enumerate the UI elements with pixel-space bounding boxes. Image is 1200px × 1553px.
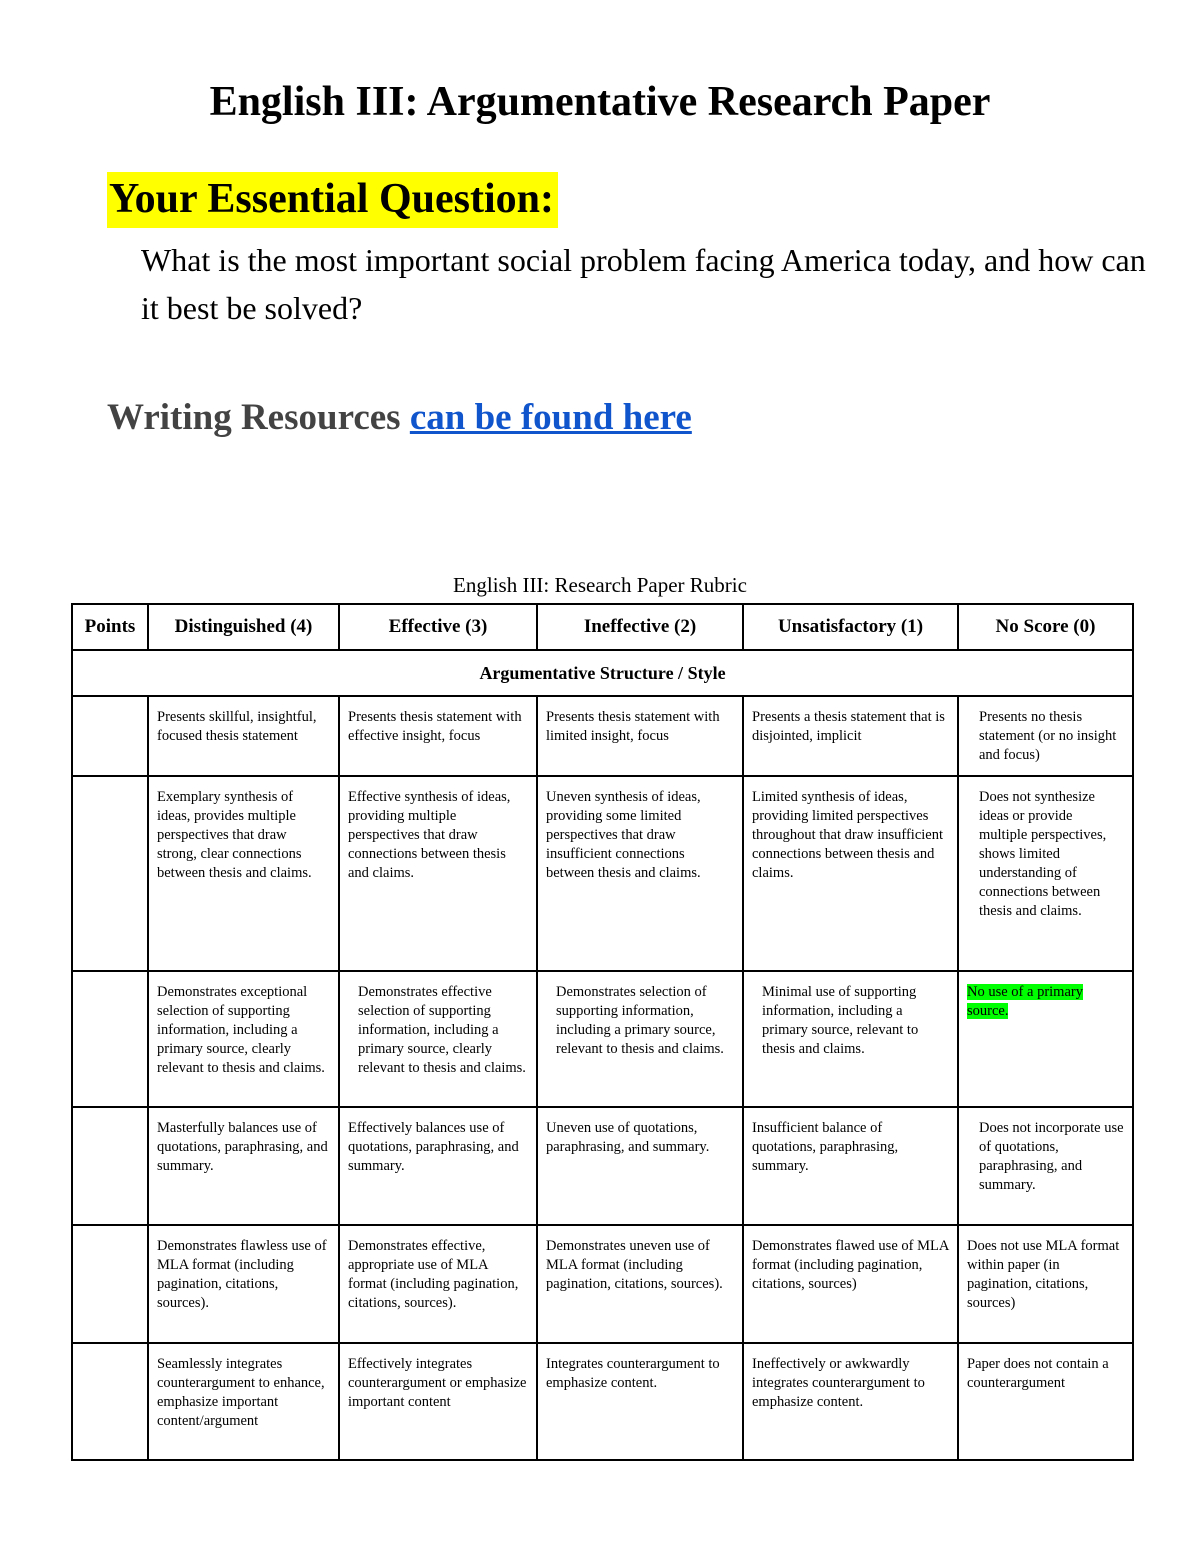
distinguished-cell: Presents skillful, insightful, focused thesis statement (148, 696, 339, 776)
header-distinguished: Distinguished (4) (148, 604, 339, 650)
essential-question-text: What is the most important social problem facing America today, and how can it best be solved? (141, 242, 1146, 326)
points-cell (72, 696, 148, 776)
page-title: English III: Argumentative Research Paper (209, 79, 991, 125)
ineffective-cell: Integrates counterargument to emphasize content. (537, 1343, 743, 1460)
unsatisfactory-cell: Presents a thesis statement that is disjointed, implicit (743, 696, 958, 776)
no-score-cell: Presents no thesis statement (or no insight and focus) (958, 696, 1133, 776)
table-row (72, 776, 1133, 971)
header-ineffective: Ineffective (2) (537, 604, 743, 650)
essential-question-heading: Your Essential Question: (107, 172, 558, 228)
unsatisfactory-cell: Demonstrates flawed use of MLA format (including pagination, citations, sources) (743, 1225, 958, 1343)
unsatisfactory-cell: Limited synthesis of ideas, providing limited perspectives throughout that draw insufficient connections between thesis and claims. (743, 776, 958, 971)
writing-resources-link[interactable]: can be found here (409, 397, 692, 438)
table-row (72, 696, 1133, 776)
unsatisfactory-cell: Minimal use of supporting information, including a primary source, relevant to thesis and claims. (743, 971, 958, 1107)
points-cell (72, 1107, 148, 1225)
table-row (72, 1343, 1133, 1460)
header-effective: Effective (3) (339, 604, 537, 650)
rubric-header-row (72, 604, 1133, 650)
no-score-cell: Does not synthesize ideas or provide multiple perspectives, shows limited understanding of connections between thesis and claims. (958, 776, 1133, 971)
unsatisfactory-cell: Insufficient balance of quotations, paraphrasing, summary. (743, 1107, 958, 1225)
effective-cell: Effective synthesis of ideas, providing multiple perspectives that draw connections between thesis and claims. (339, 776, 537, 971)
effective-cell: Effectively integrates counterargument or emphasize important content (339, 1343, 537, 1460)
table-row (72, 971, 1133, 1107)
no-score-cell: Does not use MLA format within paper (in pagination, citations, sources) (958, 1225, 1133, 1343)
no-score-cell: Does not incorporate use of quotations, paraphrasing, and summary. (958, 1107, 1133, 1225)
no-score-cell: Paper does not contain a counterargument (958, 1343, 1133, 1460)
distinguished-cell: Exemplary synthesis of ideas, provides multiple perspectives that draw strong, clear connections between thesis and claims. (148, 776, 339, 971)
ineffective-cell: Demonstrates uneven use of MLA format (including pagination, citations, sources). (537, 1225, 743, 1343)
points-cell (72, 776, 148, 971)
ineffective-cell: Uneven use of quotations, paraphrasing, and summary. (537, 1107, 743, 1225)
section-row (72, 650, 1133, 696)
ineffective-cell: Demonstrates selection of supporting information, including a primary source, relevant to thesis and claims. (537, 971, 743, 1107)
header-points: Points (72, 604, 148, 650)
writing-resources-label: Writing Resources (107, 397, 401, 438)
table-row (72, 1225, 1133, 1343)
writing-resources-line (107, 396, 692, 439)
rubric-caption: English III: Research Paper Rubric (453, 573, 747, 597)
effective-cell: Demonstrates effective selection of supporting information, including a primary source, clearly relevant to thesis and claims. (339, 971, 537, 1107)
effective-cell: Effectively balances use of quotations, paraphrasing, and summary. (339, 1107, 537, 1225)
unsatisfactory-cell: Ineffectively or awkwardly integrates counterargument to emphasize content. (743, 1343, 958, 1460)
section-title: Argumentative Structure / Style (72, 650, 1133, 696)
ineffective-cell: Presents thesis statement with limited insight, focus (537, 696, 743, 776)
points-cell (72, 1225, 148, 1343)
ineffective-cell: Uneven synthesis of ideas, providing some limited perspectives that draw insufficient connections between thesis and claims. (537, 776, 743, 971)
no-score-cell (958, 971, 1133, 1107)
table-row (72, 1107, 1133, 1225)
no-primary-source-highlight: No use of a primary source. (967, 984, 1083, 1019)
effective-cell: Presents thesis statement with effective insight, focus (339, 696, 537, 776)
effective-cell: Demonstrates effective, appropriate use of MLA format (including pagination, citations, sources). (339, 1225, 537, 1343)
header-no-score: No Score (0) (958, 604, 1133, 650)
distinguished-cell: Seamlessly integrates counterargument to enhance, emphasize important content/argument (148, 1343, 339, 1460)
distinguished-cell: Demonstrates flawless use of MLA format (including pagination, citations, sources). (148, 1225, 339, 1343)
points-cell (72, 1343, 148, 1460)
distinguished-cell: Masterfully balances use of quotations, paraphrasing, and summary. (148, 1107, 339, 1225)
distinguished-cell: Demonstrates exceptional selection of supporting information, including a primary source, clearly relevant to thesis and claims. (148, 971, 339, 1107)
rubric-table (71, 603, 1134, 1461)
points-cell (72, 971, 148, 1107)
header-unsatisfactory: Unsatisfactory (1) (743, 604, 958, 650)
